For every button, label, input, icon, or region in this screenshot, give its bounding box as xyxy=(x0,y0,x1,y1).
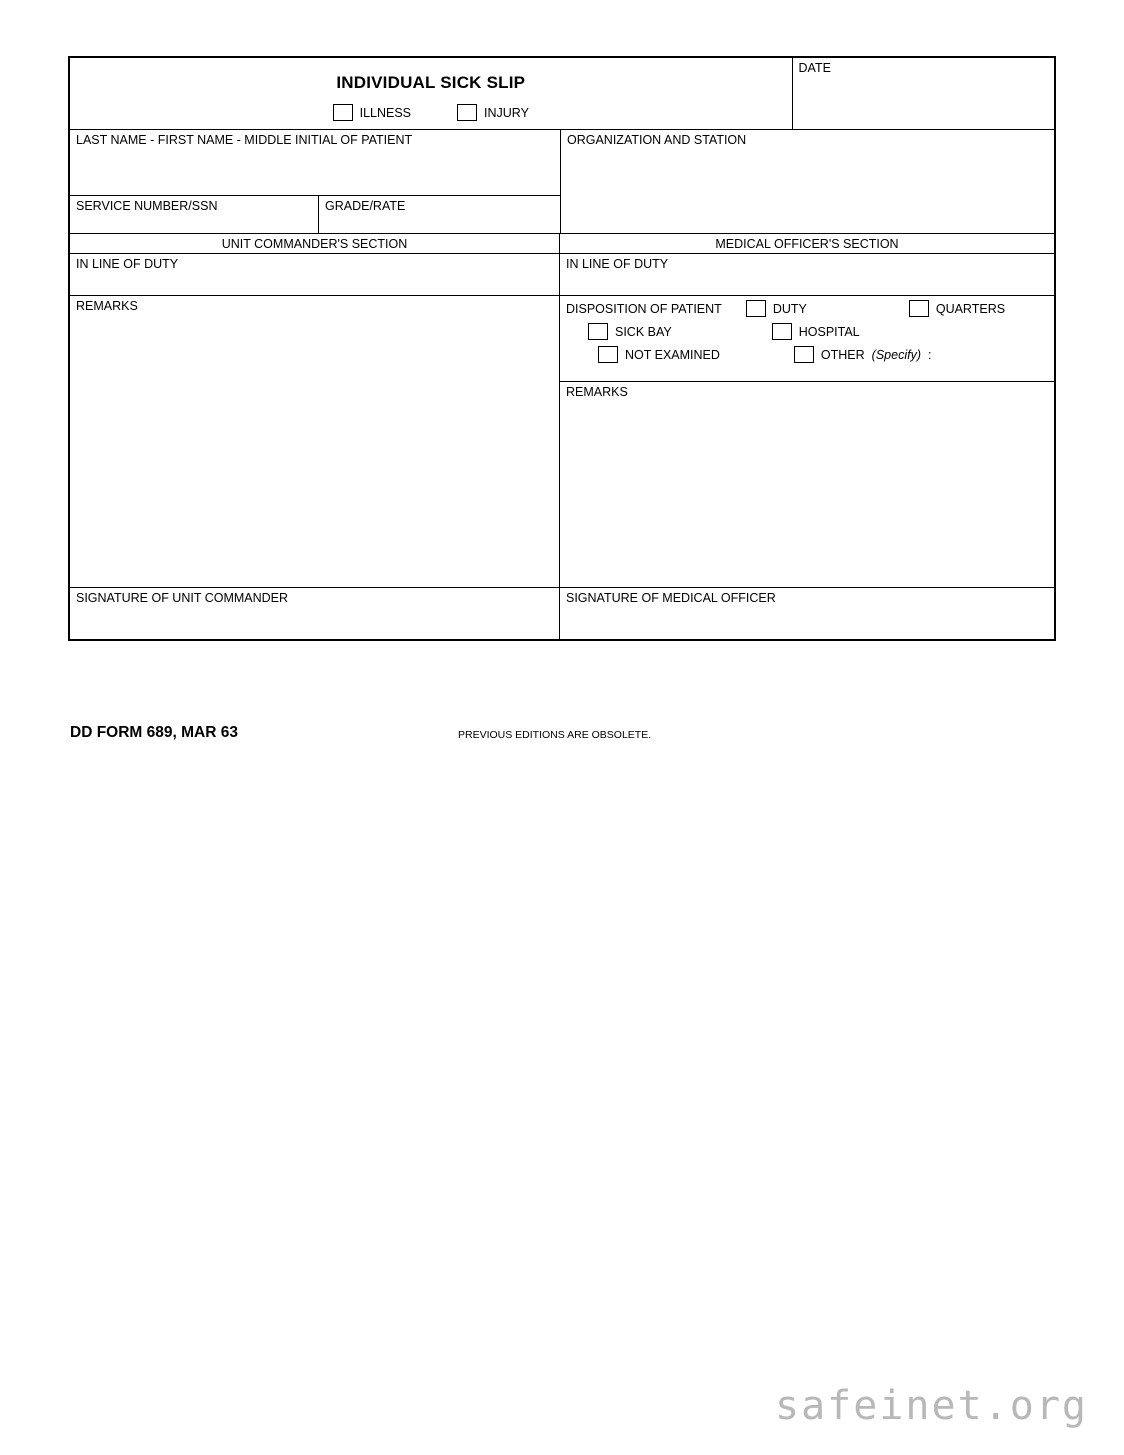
other-checkbox[interactable] xyxy=(794,346,814,363)
grade-rate-label: GRADE/RATE xyxy=(325,199,406,213)
service-number-value xyxy=(70,213,318,216)
grade-rate-field[interactable] xyxy=(318,195,560,233)
service-number-field[interactable] xyxy=(70,195,318,233)
uc-in-line-of-duty-field[interactable] xyxy=(70,253,559,295)
disposition-line-1 xyxy=(560,296,1054,317)
patient-name-field[interactable] xyxy=(70,129,560,195)
disposition-line-2 xyxy=(560,317,1054,340)
unit-commander-signature-field[interactable] xyxy=(70,587,559,639)
form-footer xyxy=(68,724,1056,744)
illness-option[interactable] xyxy=(333,104,411,121)
form-header-row xyxy=(70,58,1054,129)
not-examined-checkbox[interactable] xyxy=(598,346,618,363)
disposition-option-not-examined[interactable] xyxy=(598,346,720,363)
patient-name-value xyxy=(70,147,560,150)
injury-checkbox[interactable] xyxy=(457,104,477,121)
patient-left-column xyxy=(70,129,560,233)
sick-bay-checkbox[interactable] xyxy=(588,323,608,340)
duty-checkbox[interactable] xyxy=(746,300,766,317)
disposition-option-duty[interactable] xyxy=(746,300,807,317)
disposition-line-3 xyxy=(560,340,1054,363)
service-number-label: SERVICE NUMBER/SSN xyxy=(76,199,218,213)
previous-editions-note: PREVIOUS EDITIONS ARE OBSOLETE. xyxy=(458,729,652,741)
watermark: safeinet.org xyxy=(775,1383,1088,1429)
medical-officer-signature-value xyxy=(560,605,1054,608)
injury-label: INJURY xyxy=(484,105,529,120)
in-line-of-duty-row xyxy=(70,253,1054,295)
sick-bay-label: SICK BAY xyxy=(615,324,672,339)
illness-checkbox[interactable] xyxy=(333,104,353,121)
uc-remarks-value xyxy=(70,313,559,316)
patient-name-label: LAST NAME - FIRST NAME - MIDDLE INITIAL OF PATIENT xyxy=(76,133,413,147)
hospital-checkbox[interactable] xyxy=(772,323,792,340)
organization-value xyxy=(561,147,1054,150)
medical-officer-signature-label: SIGNATURE OF MEDICAL OFFICER xyxy=(566,591,776,605)
disposition-option-quarters[interactable] xyxy=(909,300,1005,317)
disposition-label: DISPOSITION OF PATIENT xyxy=(566,301,722,316)
mo-in-line-of-duty-field[interactable] xyxy=(559,253,1054,295)
disposition-option-hospital[interactable] xyxy=(772,323,860,340)
page-title: INDIVIDUAL SICK SLIP xyxy=(336,73,526,92)
other-label: OTHER xyxy=(820,347,865,362)
uc-in-line-of-duty-value xyxy=(70,271,559,274)
mo-in-line-of-duty-value xyxy=(560,271,1054,274)
remarks-disposition-row xyxy=(70,295,1054,587)
date-field[interactable] xyxy=(792,58,1054,129)
medical-officer-section-header xyxy=(559,233,1054,253)
date-label: DATE xyxy=(798,61,831,75)
organization-label: ORGANIZATION AND STATION xyxy=(567,133,747,147)
mo-remarks-field[interactable] xyxy=(559,381,1054,587)
date-value xyxy=(793,75,1054,78)
grade-rate-value xyxy=(319,213,560,216)
mo-in-line-of-duty-label: IN LINE OF DUTY xyxy=(566,257,669,271)
disposition-option-sick-bay[interactable] xyxy=(588,323,672,340)
unit-commander-section-title: UNIT COMMANDER'S SECTION xyxy=(221,237,408,251)
patient-info-row xyxy=(70,129,1054,233)
not-examined-label: NOT EXAMINED xyxy=(625,347,720,362)
uc-in-line-of-duty-label: IN LINE OF DUTY xyxy=(76,257,179,271)
uc-remarks-label: REMARKS xyxy=(76,299,138,313)
medical-officer-right-column xyxy=(559,295,1054,587)
mo-remarks-label: REMARKS xyxy=(566,385,628,399)
quarters-label: QUARTERS xyxy=(935,301,1006,316)
unit-commander-signature-label: SIGNATURE OF UNIT COMMANDER xyxy=(76,591,289,605)
duty-label: DUTY xyxy=(772,301,807,316)
disposition-option-other[interactable] xyxy=(794,346,932,363)
sick-slip-form xyxy=(68,56,1056,641)
form-identifier: DD FORM 689, MAR 63 xyxy=(70,724,238,741)
hospital-label: HOSPITAL xyxy=(798,324,860,339)
medical-officer-section-title: MEDICAL OFFICER'S SECTION xyxy=(715,237,899,251)
other-specify-colon: : xyxy=(928,347,932,362)
injury-option[interactable] xyxy=(457,104,529,121)
section-headers-row xyxy=(70,233,1054,253)
condition-checkbox-group xyxy=(70,104,792,121)
illness-label: ILLNESS xyxy=(359,105,412,120)
medical-officer-signature-field[interactable] xyxy=(559,587,1054,639)
mo-remarks-value xyxy=(560,399,1054,402)
uc-remarks-field[interactable] xyxy=(70,295,559,587)
organization-field[interactable] xyxy=(560,129,1054,233)
title-block xyxy=(70,58,792,129)
signature-row xyxy=(70,587,1054,639)
unit-commander-section-header xyxy=(70,233,559,253)
quarters-checkbox[interactable] xyxy=(909,300,929,317)
other-specify-label: (Specify) xyxy=(871,347,921,362)
service-grade-row xyxy=(70,195,560,233)
disposition-field xyxy=(559,295,1054,381)
unit-commander-signature-value xyxy=(70,605,559,608)
